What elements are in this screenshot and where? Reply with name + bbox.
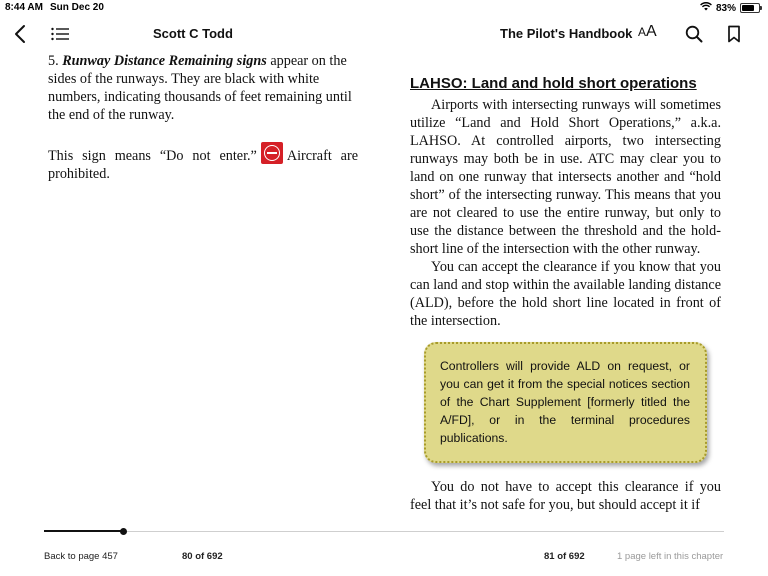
bookmark-icon — [727, 25, 741, 43]
left-page — [48, 52, 358, 183]
runway-sign-item — [48, 52, 358, 124]
lahso-paragraph-3: You do not have to accept this clearance if you feel that it’s not safe for you, but should accept it if — [410, 479, 721, 513]
table-of-contents-button[interactable] — [48, 22, 72, 46]
battery-percent: 83% — [715, 2, 736, 14]
book-title: The Pilot's Handbook — [500, 26, 633, 41]
progress-fill — [44, 530, 123, 532]
table-of-contents-icon — [51, 27, 69, 41]
lahso-paragraph-2: You can accept the clearance if you know that you can land and stop within the available landing distance (ALD), before the hold short line located in front of the intersection. — [410, 259, 721, 329]
reader-toolbar — [0, 18, 768, 50]
status-time: 8:44 AM — [5, 2, 43, 13]
back-to-page-link[interactable]: Back to page 457 — [44, 551, 118, 562]
no-entry-sign-icon — [261, 142, 283, 164]
right-page — [410, 75, 721, 330]
author-name: Scott C Todd — [153, 26, 233, 41]
item-title: Runway Distance Remaining signs — [62, 53, 267, 69]
chapter-pages-left: 1 page left in this chapter — [617, 551, 724, 562]
section-heading: LAHSO: Land and hold short operations — [410, 75, 697, 92]
search-button[interactable] — [682, 22, 706, 46]
no-entry-bar — [267, 152, 277, 154]
no-entry-paragraph — [48, 142, 358, 183]
left-page-number: 80 of 692 — [182, 551, 223, 562]
sign-text-after: Aircraft are prohibited. — [48, 148, 358, 182]
font-big-label: A — [646, 23, 657, 40]
battery-fill — [742, 5, 754, 11]
battery-icon — [740, 3, 760, 13]
status-bar — [0, 0, 768, 16]
wifi-icon — [700, 2, 712, 14]
bookmark-button[interactable] — [722, 22, 746, 46]
item-number: 5. — [48, 53, 63, 69]
status-right-group — [700, 2, 760, 14]
lahso-paragraph-1: Airports with intersecting runways will sometimes utilize “Land and Hold Short Operations,” a.k.a. LAHSO. At controlled airports, two intersecting runways may both be in use. ATC may clear you to land on one runway that intersects another and “hold short” of the intersecting runway. This means that you are not cleared to use the entire runway, but only to use the distance between the threshold and the hold-short line of the intersection with the other runway. — [410, 97, 721, 257]
search-icon — [685, 25, 703, 43]
sign-text-before: This sign means “Do not enter.” — [48, 148, 257, 164]
font-size-button[interactable] — [638, 23, 657, 41]
status-date: Sun Dec 20 — [50, 2, 104, 13]
callout-box: Controllers will provide ALD on request, or you can get it from the special notices section of the Chart Supplement [formerly titled the A/FD], or in the terminal procedures publications. — [424, 342, 707, 463]
back-button[interactable] — [8, 22, 32, 46]
reading-progress-slider[interactable] — [44, 531, 724, 532]
back-chevron-icon — [13, 24, 27, 44]
right-page-number: 81 of 692 — [544, 551, 585, 562]
font-small-label: A — [638, 25, 647, 39]
item-text: appear on the sides of the runways. They are black with white numbers, indicating thousands of feet remaining until the end of the runway. — [48, 53, 352, 123]
progress-knob[interactable] — [120, 528, 127, 535]
